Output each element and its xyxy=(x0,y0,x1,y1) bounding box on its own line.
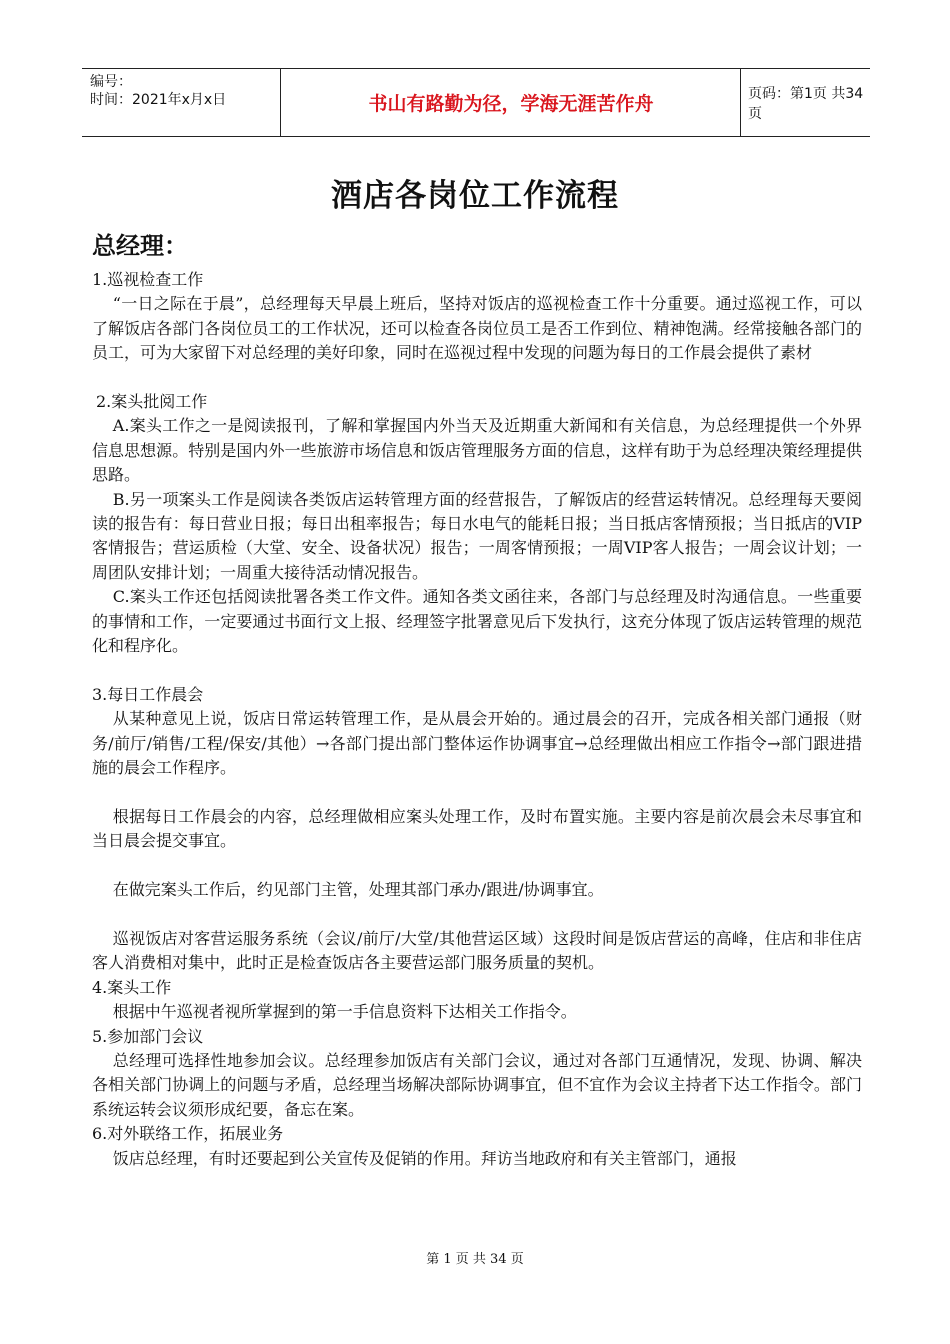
item-heading-2: 2.案头批阅工作 xyxy=(96,392,208,412)
item-heading-5: 5.参加部门会议 xyxy=(92,1026,204,1046)
paragraph: 根据每日工作晨会的内容，总经理做相应案头处理工作，及时布置实施。主要内容是前次晨会未尽事宜和当日晨会提交事宜。 xyxy=(92,806,862,851)
header-meta xyxy=(90,73,280,109)
paragraph: A.案头工作之一是阅读报刊，了解和掌握国内外当天及近期重大新闻和有关信息，为总经理提供一个外界信息思想源。特别是国内外一些旅游市场信息和饭店管理服务方面的信息，这样有助于为总经理决策经理提供思路。 xyxy=(92,416,862,485)
paragraph: B.另一项案头工作是阅读各类饭店运转管理方面的经营报告，了解饭店的经营运转情况。总经理每天要阅读的报告有：每日营业日报；每日出租率报告；每日水电气的能耗日报；当日抵店客情预报；当日抵店的VIP客情报告；营运质检（大堂、安全、设备状况）报告；一周客情预报；一周VIP客人报告；一周会议计划；一周团队安排计划；一周重大接待活动情况报告。 xyxy=(92,489,862,582)
document-body xyxy=(92,268,862,1171)
paragraph: C.案头工作还包括阅读批署各类工作文件。通知各类文函往来，各部门与总经理及时沟通信息。一些重要的事情和工作，一定要通过书面行文上报、经理签字批署意见后下发执行，这充分体现了饭店运转管理的规范化和程序化。 xyxy=(92,587,862,656)
section-heading: 总经理： xyxy=(92,232,188,260)
document-number-label: 编号： xyxy=(90,74,132,90)
page-footer: 第 1 页 共 34 页 xyxy=(426,1252,524,1267)
paragraph: 巡视饭店对客营运服务系统（会议/前厅/大堂/其他营运区域）这段时间是饭店营运的高峰，住店和非住店客人消费相对集中，此时正是检查饭店各主要营运部门服务质量的契机。 xyxy=(92,928,862,973)
item-heading-6: 6.对外联络工作，拓展业务 xyxy=(92,1124,284,1144)
paragraph: 总经理可选择性地参加会议。总经理参加饭店有关部门会议，通过对各部门互通情况，发现、协调、解决各相关部门协调上的问题与矛盾，总经理当场解决部际协调事宜，但不宜作为会议主持者下达工作指令。部门系统运转会议须形成纪要，备忘在案。 xyxy=(92,1050,862,1119)
paragraph: 根据中午巡视者视所掌握到的第一手信息资料下达相关工作指令。 xyxy=(112,1002,577,1022)
paragraph: “一日之际在于晨”，总经理每天早晨上班后，坚持对饭店的巡视检查工作十分重要。通过巡视工作，可以了解饭店各部门各岗位员工的工作状况，还可以检查各岗位员工是否工作到位、精神饱满。经常接触各部门的员工，可为大家留下对总经理的美好印象，同时在巡视过程中发现的问题为每日的工作晨会提供了素材 xyxy=(92,294,862,363)
header-motto: 书山有路勤为径，学海无涯苦作舟 xyxy=(368,93,654,115)
item-heading-3: 3.每日工作晨会 xyxy=(92,684,204,704)
paragraph: 饭店总经理，有时还要起到公关宣传及促销的作用。拜访当地政府和有关主管部门，通报 xyxy=(112,1148,737,1168)
paragraph: 从某种意见上说，饭店日常运转管理工作，是从晨会开始的。通过晨会的召开，完成各相关部门通报（财务/前厅/销售/工程/保安/其他）→各部门提出部门整体运作协调事宜→总经理做出相应工作指令→部门跟进措施的晨会工作程序。 xyxy=(92,709,862,778)
item-heading-4: 4.案头工作 xyxy=(92,977,172,997)
header-table xyxy=(82,68,870,137)
document-title: 酒店各岗位工作流程 xyxy=(331,178,619,214)
item-heading-1: 1.巡视检查工作 xyxy=(92,270,204,289)
paragraph: 在做完案头工作后，约见部门主管，处理其部门承办/跟进/协调事宜。 xyxy=(112,880,604,900)
header-page-info: 页码：第1页 共34页 xyxy=(748,85,864,122)
document-time-label: 时间：2021年x月x日 xyxy=(90,92,227,108)
header-divider xyxy=(740,69,741,136)
